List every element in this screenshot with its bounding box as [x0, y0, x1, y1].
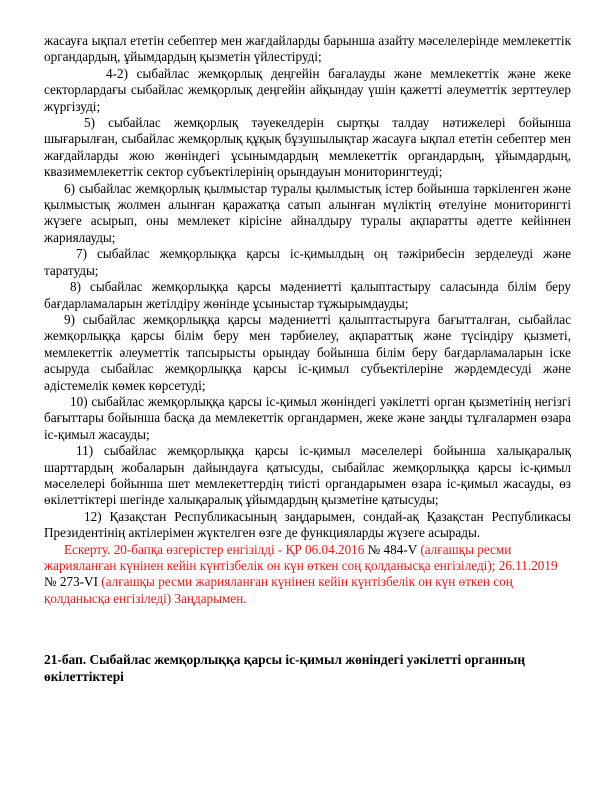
- paragraph-item-9: 9) сыбайлас жемқорлыққа қарсы мәдениетті қалыптастыруға бағытталған, сыбайлас жемқорлыққа қарсы білім беру мен тәрбиелеу, ақпараттық және түсіндіру қызметі, мемлекеттік әлеуметтік тапсырысты орындау бойынша білім беру бағдарламаларын іске асыруда сыбайлас жемқорлыққа қарсы іс-қимыл субъектілеріне жәрдемдесуді және әдістемелік көмек көрсетуді;: [44, 311, 571, 393]
- paragraph-item-7: 7) сыбайлас жемқорлыққа қарсы іс-қимылдың оң тәжірибесін зерделеуді және таратуды;: [44, 246, 571, 278]
- paragraph-item-4-2: 4-2) сыбайлас жемқорлық деңгейін бағалауды және мемлекеттік және жеке секторлардағы сыбайлас жемқорлық деңгейін айқындау үшін қажетті әлеуметтік зерттеулер жүргізуді;: [44, 65, 571, 114]
- law-link-273-vi[interactable]: № 273-VI: [44, 574, 98, 590]
- paragraph-item-10: 10) сыбайлас жемқорлыққа қарсы іс-қимыл жөніндегі уәкілетті орган қызметінің негізгі бағыттары бойынша басқа да мемлекеттік органдармен, жеке және заңды тұлғалармен өзара іс-қимыл жасауды;: [44, 393, 571, 442]
- note-label: Ескерту. 20-бапқа өзгерістер енгізілді - ҚР 06.04.2016: [64, 541, 365, 557]
- paragraph-item-12: 12) Қазақстан Республикасының заңдарымен, сондай-ақ Қазақстан Республикасы Президентінің актілерімен жүктелген өзге де функцияларды жүзеге асырады.: [44, 508, 571, 541]
- paragraph-item-5: 5) сыбайлас жемқорлық тәуекелдерін сыртқы талдау нәтижелері бойынша шығарылған, сыбайлас жемқорлық құқық бұзушылықтар жасауға ықпал ететін себептер мен жағдайларды жою жөніндегі ұсынымдардың мемлекеттік органдардың, ұйымдардың, квазимемлекеттік сектор субъектілерінің орындауын мониторингтеуді;: [44, 115, 571, 180]
- paragraph-continuation: жасауға ықпал ететін себептер мен жағдайларды барынша азайту мәселелерінде мемлекеттік органдардың, ұйымдардың қызметін үйлестіруді;: [44, 33, 571, 65]
- paragraph-item-6: 6) сыбайлас жемқорлық қылмыстар туралы қылмыстық істер бойынша тәркіленген және қылмыстық жолмен алынған қаражатқа сатып алынған мүліктің өтелуіне мониторингті жүзеге асырып, оны мемлекет кірісіне айналдыру туралы ақпаратты әдетте кейіннен жариялауды;: [44, 180, 571, 245]
- note-date-2: 26.11.2019: [498, 558, 558, 573]
- article-21-heading: 21-бап. Сыбайлас жемқорлыққа қарсы іс-қимыл жөніндегі уәкілетті органның өкілеттіктері: [44, 652, 526, 685]
- paragraph-item-8: 8) сыбайлас жемқорлыққа қарсы мәдениетті қалыптастыру саласында білім беру бағдарламаларын жетілдіру жөнінде ұсыныстар тұжырымдауды;: [44, 279, 571, 311]
- amendment-note: [44, 542, 571, 608]
- note-effect-1: (алғашқы ресми жарияланған күнінен кейін күнтізбелік он күн өткен соң қолданысқа енгізіледі);: [44, 541, 512, 573]
- law-link-484-v[interactable]: № 484-V: [367, 541, 418, 557]
- paragraph-item-11: 11) сыбайлас жемқорлыққа қарсы іс-қимыл мәселелері бойынша халықаралық шарттардың жобаларын дайындауға қатысуды, сыбайлас жемқорлыққа қарсы іс-қимыл мәселелері бойынша шет мемлекеттердің тиісті органдарымен өзара іс-қимыл жасауды, өз өкілеттіктері шегінде халықаралық ұйымдардың қызметіне қатысуды;: [44, 443, 571, 508]
- note-effect-2: (алғашқы ресми жарияланған күнінен кейін күнтізбелік он күн өткен соң қолданысқа енгізіледі) Заңдарымен.: [44, 574, 513, 606]
